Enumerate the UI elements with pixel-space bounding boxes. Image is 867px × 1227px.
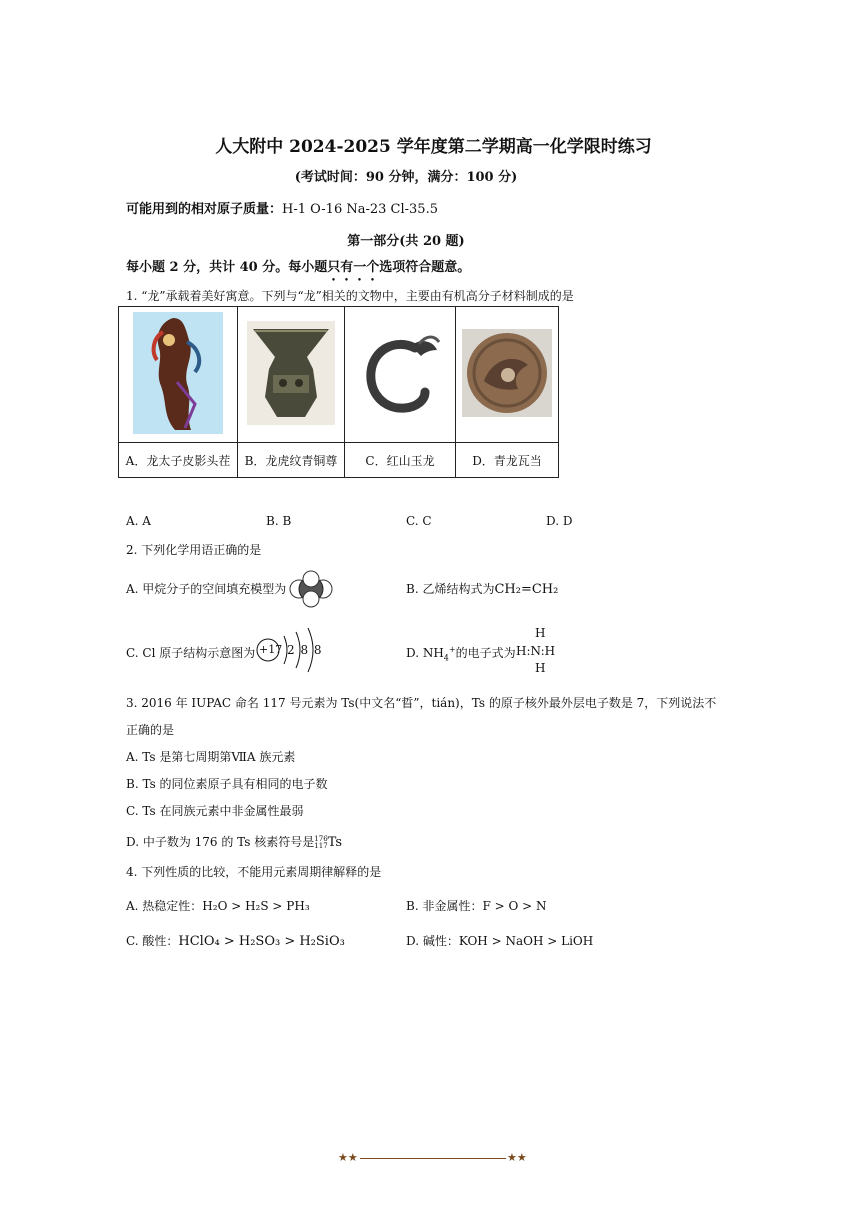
q2-d-tail: 的电子式为 [455,646,516,660]
atomic-label: 可能用到的相对原子质量： [126,202,283,217]
roof-tile-image [462,329,552,417]
q2-b-formula: CH₂=CH₂ [494,582,559,597]
atomic-masses [126,198,438,217]
q2-option-a: A. 甲烷分子的空间填充模型为 [126,582,287,596]
q2-stem: 2. 下列化学用语正确的是 [126,543,262,557]
nh4-bottom-h: H [535,661,546,675]
q4-c-expr: HClO₄ > H₂SO₃ > H₂SiO₃ [178,934,345,949]
cl-shell-electrons: 2 8 8 [287,643,323,657]
footer-divider [360,1158,506,1159]
q1-caption-a: A．龙太子皮影头茬 [119,443,238,478]
part-title: 第一部分(共 20 题) [347,234,465,249]
jade-dragon-image [355,328,445,418]
shadow-puppet-image [133,312,223,434]
q4-a-text: A. 热稳定性： [126,899,203,913]
q3-option-a: A. Ts 是第七周期第ⅦA 族元素 [126,750,296,764]
q4-option-b [406,897,546,914]
bronze-zun-image [247,321,335,425]
q3-stem-line1: 3. 2016 年 IUPAC 命名 117 号元素为 Ts(中文名“䀸”，tián)，Ts 的原子核外最外层电子数是 7，下列说法不 [126,696,717,710]
bronze-zun-cell [238,307,345,443]
exam-subtitle: (考试时间：90 分钟，满分：100 分) [294,170,518,185]
q2-option-c [126,644,255,661]
q2-b-text: B. 乙烯结构式为 [406,582,495,596]
q2-c-text: C. Cl 原子结构示意图为 [126,646,256,660]
q3-option-b: B. Ts 的同位素原子具有相同的电子数 [126,777,328,791]
q1-option-a: A. A [126,514,151,528]
q4-a-expr: H₂O > H₂S > PH₃ [202,899,310,913]
q2-d-text: D. [406,646,423,660]
q1-caption-c: C．红山玉龙 [345,443,456,478]
q3-d-mass: 176 [314,834,328,843]
exam-title: 人大附中 2024-2025 学年度第二学期高一化学限时练习 [215,137,652,157]
q2-option-b [406,580,558,597]
nh4-top-h: H [535,626,546,640]
q4-option-d [406,932,593,949]
q4-d-text: D. 碱性： [406,934,459,948]
q3-option-c: C. Ts 在同族元素中非金属性最弱 [126,804,304,818]
q3-option-d [126,833,342,850]
q3-d-nuclide-numbers [314,836,327,850]
q1-option-b: B. B [266,514,292,528]
q4-b-text: B. 非金属性： [406,899,483,913]
instructions [126,256,470,284]
q4-option-c [126,932,345,949]
q2-d-ion-sub: 4 [443,653,449,663]
atomic-values: H-1 O-16 Na-23 Cl-35.5 [282,202,438,217]
q2-option-d [406,644,516,662]
q4-d-expr: KOH > NaOH > LiOH [458,934,594,948]
q2-d-ion: NH [422,646,444,660]
instr-dotted: 只有一个 [327,260,380,275]
footer-stars-right: ★★ [507,1151,527,1164]
q2-d-ion-sup: + [448,645,456,654]
instr-pre: 每小题 2 分，共计 40 分。每小题 [126,260,328,275]
shadow-puppet-cell [119,307,238,443]
q3-stem-line2: 正确的是 [126,723,175,737]
q4-c-text: C. 酸性： [126,934,179,948]
q1-stem: 1. “龙”承载着美好寓意。下列与“龙”相关的文物中，主要由有机高分子材料制成的是 [126,289,574,303]
instr-post: 选项符合题意。 [379,260,471,275]
q4-stem: 4. 下列性质的比较，不能用元素周期律解释的是 [126,865,382,879]
q1-caption-d: D．青龙瓦当 [456,443,559,478]
methane-model-icon [288,570,334,608]
q3-d-symbol: Ts [327,835,343,850]
q1-option-d: D. D [546,514,573,528]
cl-nucleus-label: +17 [259,643,283,656]
nh4-middle-row: H:N:H [516,644,556,658]
q3-d-text: D. 中子数为 176 的 Ts 核素符号是 [126,835,315,849]
q4-option-a [126,897,310,914]
q1-caption-b: B．龙虎纹青铜尊 [238,443,345,478]
roof-tile-cell [456,307,559,443]
q1-artifact-table [118,306,559,478]
footer-stars-left: ★★ [338,1151,358,1164]
jade-dragon-cell [345,307,456,443]
q3-d-z: 117 [314,841,328,850]
q1-option-c: C. C [406,514,432,528]
q4-b-expr: F > O > N [482,899,547,913]
